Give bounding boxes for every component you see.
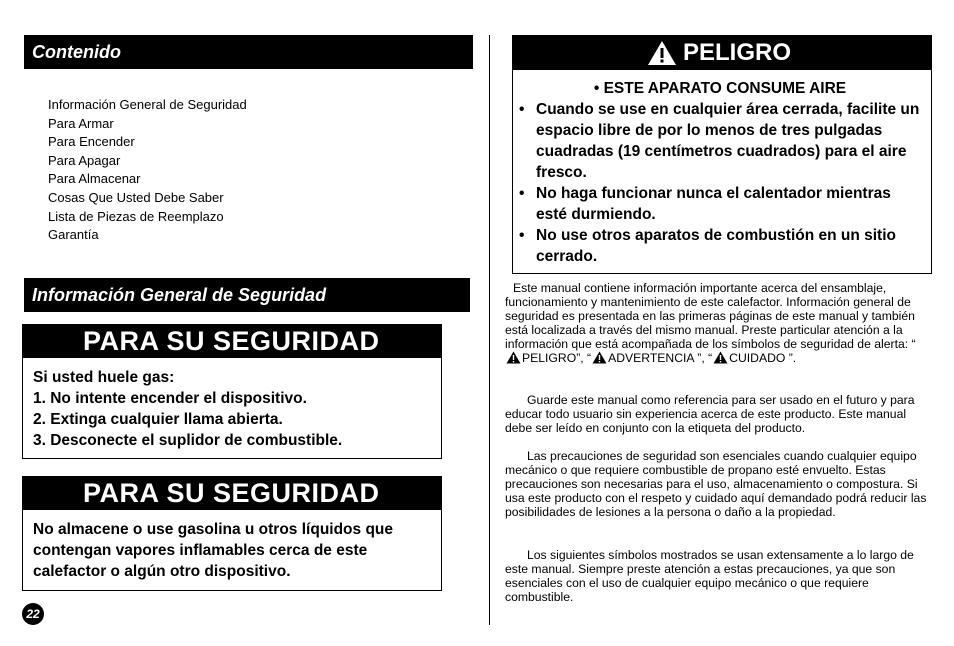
toc-item[interactable]: Para Almacenar bbox=[48, 171, 141, 187]
safety-line: calefactor o algún otro dispositivo. bbox=[33, 563, 291, 580]
section-header bbox=[24, 278, 470, 312]
toc-item[interactable]: Para Armar bbox=[48, 115, 114, 131]
safety-box-body bbox=[23, 358, 441, 451]
safety-box-body bbox=[23, 510, 441, 582]
warning-triangle-icon bbox=[592, 351, 607, 364]
contents-title: Contenido bbox=[32, 41, 121, 62]
safety-line: Si usted huele gas: bbox=[33, 369, 175, 386]
safety-line: 3. Desconecte el suplidor de combustible. bbox=[33, 432, 343, 449]
danger-list bbox=[519, 99, 921, 267]
danger-box bbox=[512, 35, 932, 274]
danger-item: • No use otros aparatos de combustión en un sitio cerrado. bbox=[519, 227, 896, 265]
warning-triangle-icon bbox=[506, 351, 521, 364]
intro-paragraph: Este manual contiene información importante acerca del ensamblaje, funcionamiento y mantenimiento de este calefactor. Información general de seguridad es presentada en las primeras páginas de este manual y también está localizada a través del mismo manual. Preste particular atención a la información que está acompañada de los símbolos de seguridad de alerta: “PELIGRO”, “ ADVERTENCIA ”, “ CUIDADO ”. bbox=[505, 281, 916, 365]
toc-item[interactable]: Para Apagar bbox=[48, 152, 121, 168]
warning-triangle-icon bbox=[713, 351, 728, 364]
toc-item[interactable]: Para Encender bbox=[48, 134, 135, 150]
safety-box-gasoline bbox=[22, 476, 442, 591]
toc-item[interactable]: Cosas Que Usted Debe Saber bbox=[48, 189, 224, 205]
danger-header bbox=[513, 36, 931, 70]
safety-line: contengan vapores inflamables cerca de este bbox=[33, 542, 368, 559]
toc-item[interactable]: Lista de Piezas de Reemplazo bbox=[48, 208, 224, 224]
table-of-contents bbox=[48, 96, 247, 245]
page-number: 22 bbox=[22, 603, 44, 625]
danger-title: PELIGRO bbox=[683, 39, 792, 66]
safety-box-gas bbox=[22, 324, 442, 459]
safety-line: No almacene o use gasolina u otros líquidos que bbox=[33, 521, 394, 538]
paragraph-reference: Guarde este manual como referencia para ser usado en el futuro y para educar todo usuario sin experiencia acerca de este producto. Este manual debe ser leído en conjunto con la etiqueta del producto. bbox=[505, 393, 915, 435]
safety-line: 2. Extinga cualquier llama abierta. bbox=[33, 411, 283, 428]
section-title: Información General de Seguridad bbox=[32, 284, 327, 305]
safety-line: 1. No intente encender el dispositivo. bbox=[33, 390, 307, 407]
toc-item[interactable]: Garantía bbox=[48, 227, 99, 243]
paragraph-precautions: Las precauciones de seguridad son esenciales cuando cualquier equipo mecánico o que requiere combustible de propano esté envuelto. Estas precauciones son necesarias para el uso, almacenamiento o compostura. Si usa este producto con el respeto y cuidado aquí demandado podrá reducir las posibilidades de lesiones a la persona o daño a la propiedad. bbox=[505, 449, 927, 519]
danger-item: • Cuando se use en cualquier área cerrada, facilite un espacio libre de por lo menos de tres pulgadas cuadradas (19 centímetros cuadrados) para el aire fresco. bbox=[519, 101, 920, 181]
column-divider bbox=[489, 35, 490, 625]
safety-box-title: PARA SU SEGURIDAD bbox=[23, 325, 441, 358]
contents-header bbox=[24, 35, 473, 69]
danger-headline: • ESTE APARATO CONSUME AIRE bbox=[593, 80, 847, 97]
paragraph-symbols: Los siguientes símbolos mostrados se usan extensamente a lo largo de este manual. Siempre preste atención a estas precauciones, ya que son esenciales con el uso de cualquier equipo mecánico o que requiere combustible. bbox=[505, 548, 914, 604]
safety-box-title: PARA SU SEGURIDAD bbox=[23, 477, 441, 510]
danger-item: • No haga funcionar nunca el calentador mientras esté durmiendo. bbox=[519, 185, 891, 223]
toc-item[interactable]: Información General de Seguridad bbox=[48, 97, 247, 112]
danger-body bbox=[513, 70, 931, 267]
warning-triangle-icon bbox=[647, 40, 677, 66]
